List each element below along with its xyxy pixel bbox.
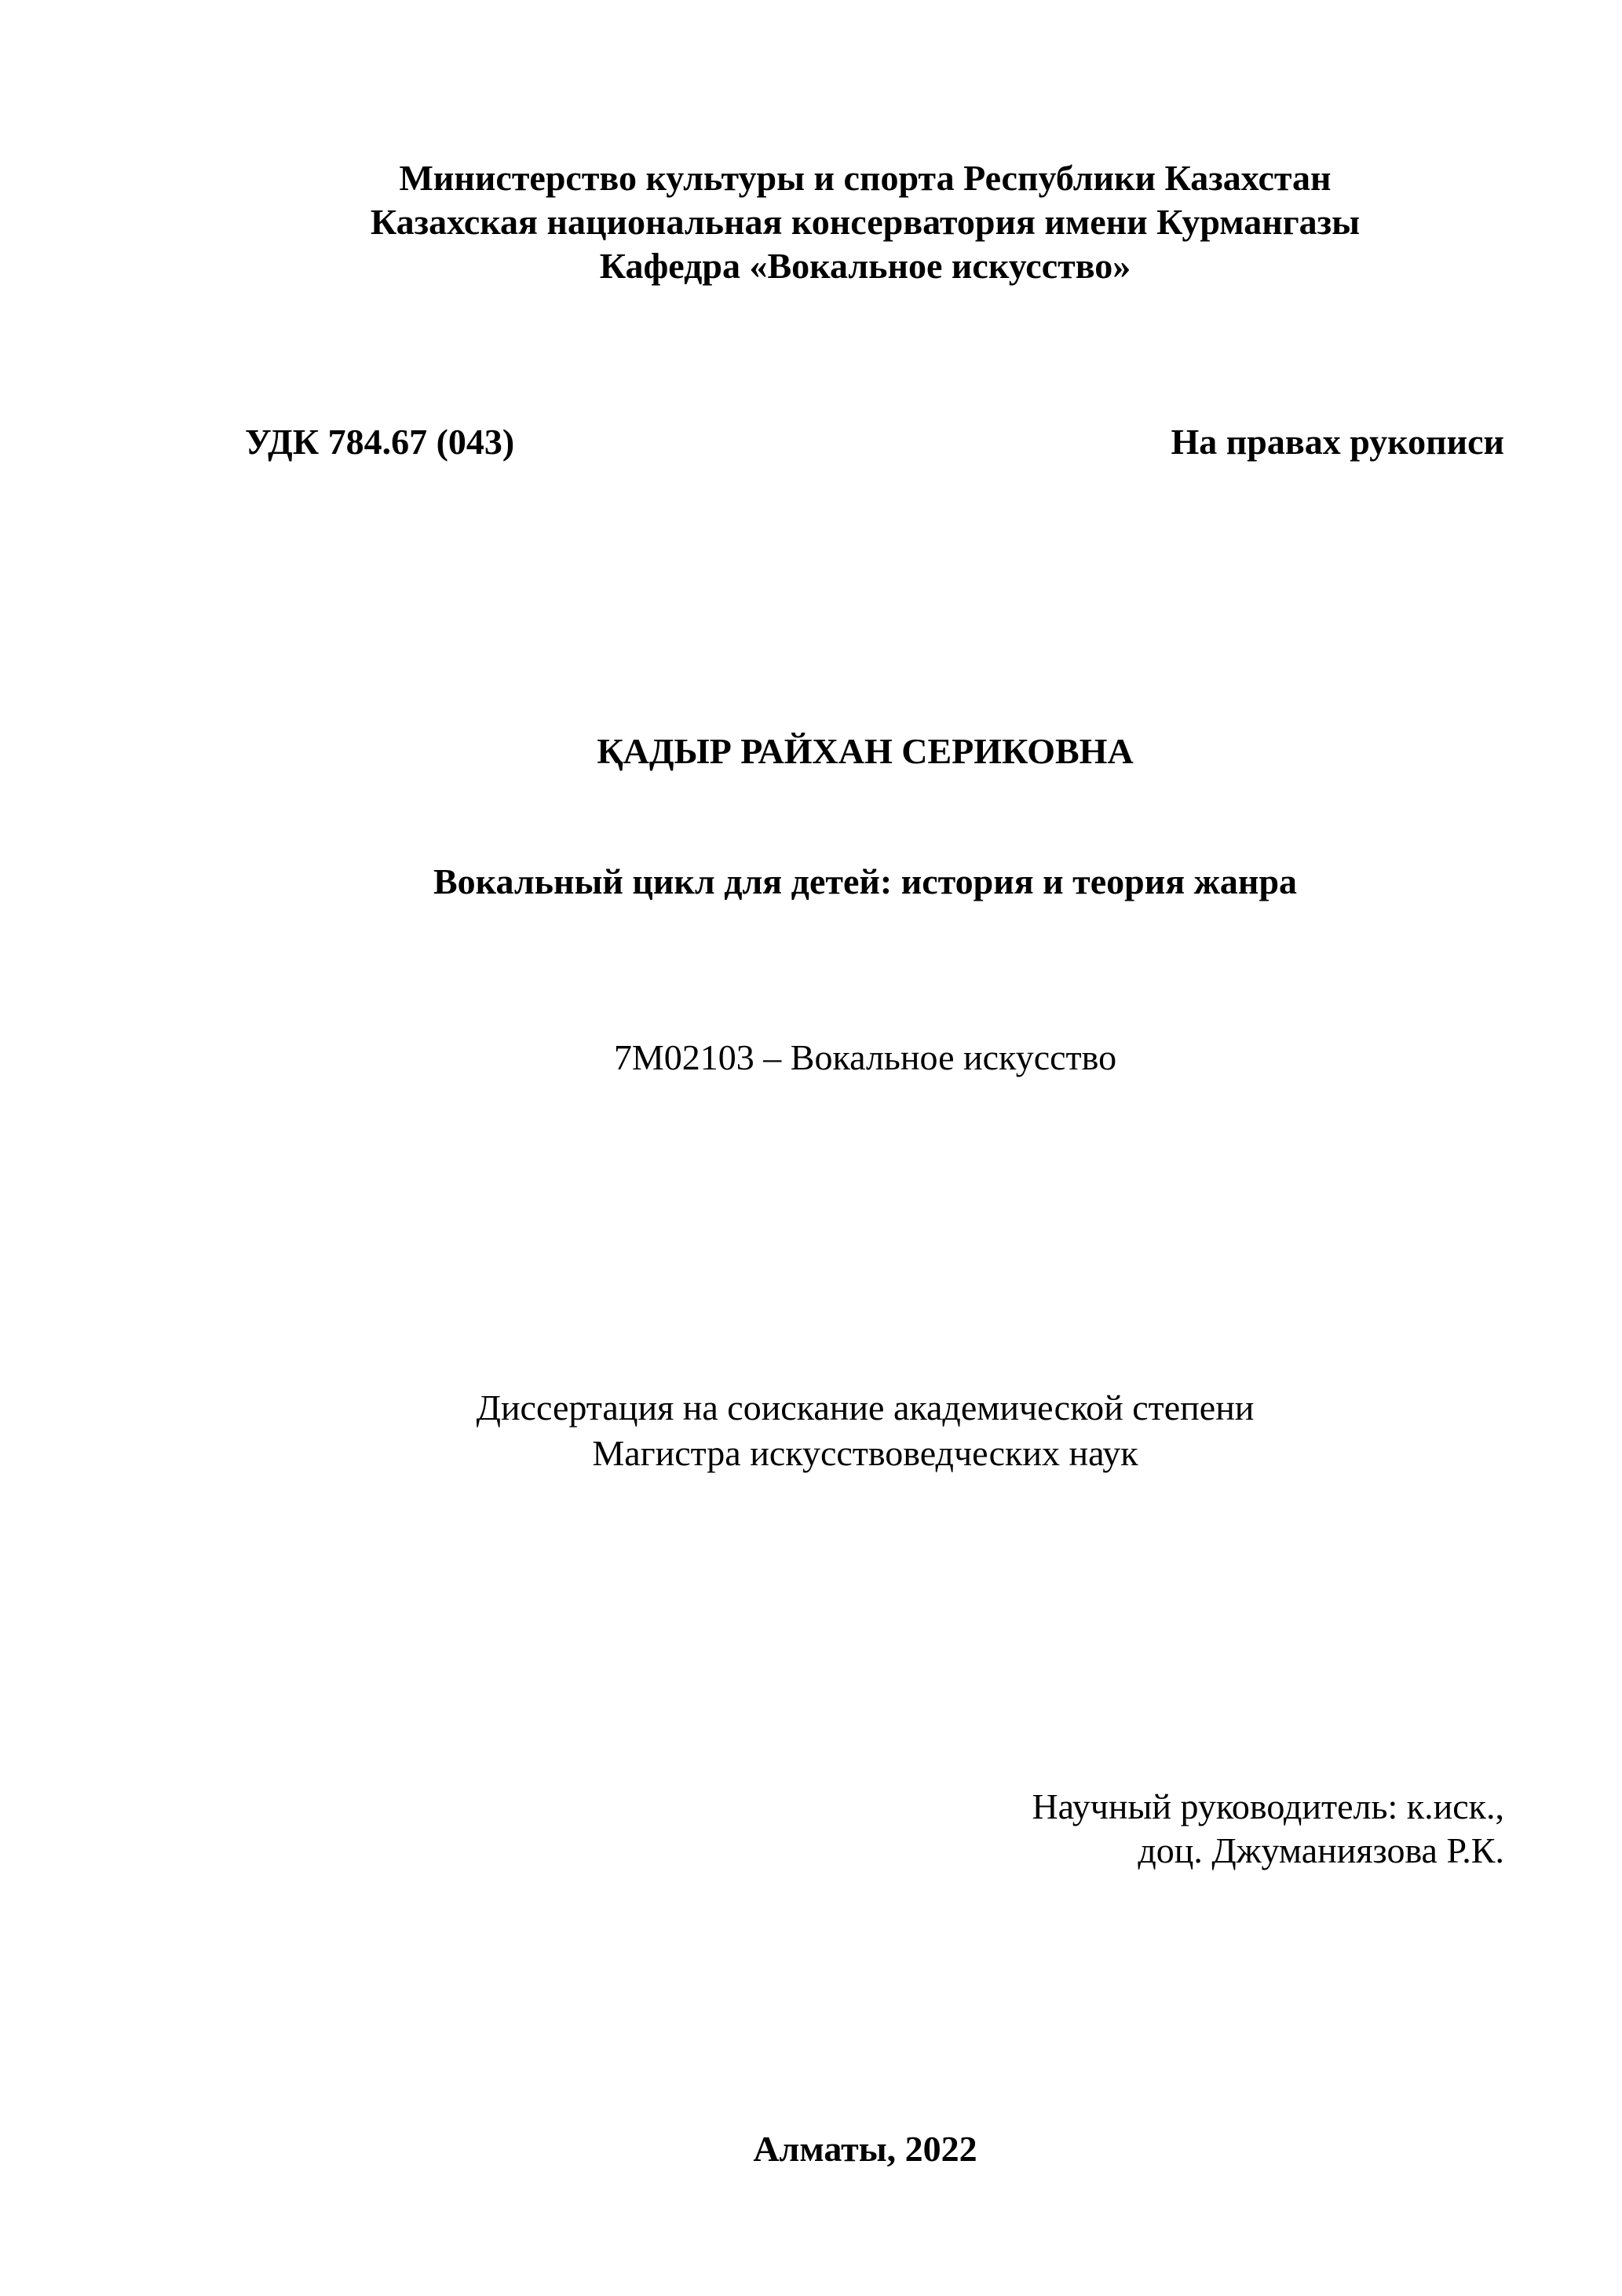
specialty-code: 7М02103 – Вокальное искусство [613,1037,1117,1077]
department-line: Кафедра «Вокальное искусство» [599,246,1131,286]
ministry-line: Министерство культуры и спорта Республики Казахстан [399,158,1332,198]
degree-line-2: Магистра искусствоведческих наук [592,1433,1138,1473]
conservatory-line: Казахская национальная консерватория имени Курмангазы [370,202,1361,242]
city-year: Алматы, 2022 [753,2129,977,2169]
author-name: ҚАДЫР РАЙХАН СЕРИКОВНА [597,731,1134,771]
udk-code: УДК 784.67 (043) [245,422,515,462]
degree-line-1: Диссертация на соискание академической степени [476,1387,1255,1428]
dissertation-title: Вокальный цикл для детей: история и теория жанра [433,861,1298,901]
manuscript-rights-label: На правах рукописи [1171,422,1504,462]
supervisor-line-1: Научный руководитель: к.иск., [1032,1786,1504,1826]
supervisor-line-2: доц. Джуманиязова Р.К. [1138,1830,1504,1870]
